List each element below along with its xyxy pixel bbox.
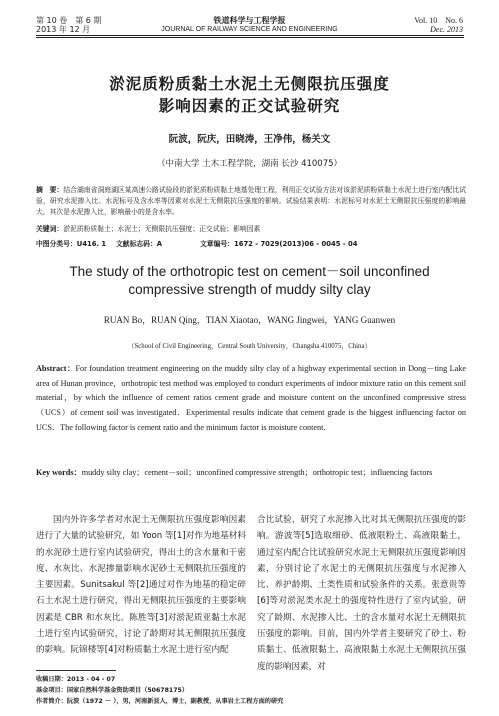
header-rule-thin [36, 37, 464, 38]
keywords-cn-label: 关键词： [36, 225, 64, 233]
affiliation-en: （School of Civil Engineering，Central South University，Changsha 410075，China） [127, 343, 372, 350]
abstract-cn-text: 结合湖南省洞庭湖区某高速公路试验段的淤泥质粉质黏土地基处理工程，利用正交试验方法对该淤泥质粉质黏土水泥土进行室内配比试验，研究水泥掺入比、水泥标号及含水率等因素对水泥土无侧限抗压强度的影响。试验结果表明：水泥标号对水泥土无侧限抗压强度的影响最大，其次是水泥掺入比，影响最小的是含水率。 [36, 186, 467, 216]
abstract-en [36, 362, 466, 436]
abstract-cn-label: 摘 要： [36, 186, 64, 194]
header-journal-en: JOURNAL OF RAILWAY SCIENCE AND ENGINEERING [161, 26, 338, 33]
header-journal-cn: 铁道科学与工程学报 [213, 16, 286, 25]
clc-number: 中图分类号：U416. 1 [36, 240, 107, 248]
title-cn-line1: 淤泥质粉质黏土水泥土无侧限抗压强度 [109, 75, 390, 93]
title-en-line2: compressive strength of muddy silty clay [128, 282, 371, 297]
body-column-left: 国内外许多学者对水泥土无侧限抗压强度影响因素进行了大量的试验研究，如 Yoon 等[1]对作为地基材料的水泥砂土进行室内试验研究，得出土的含水量和干密度、水灰比、水泥掺量影响水泥砂土无侧限抗压强度的主要因素。Sunitsakul 等[2]通过对作为地基的稳定碎石土水泥土进行研究，得出无侧限抗压强度的主要影响因素是 CBR 和水灰比。陈胜等[3]对淤泥质亚黏土水泥土进行室内试验研究，讨论了龄期对其无侧限抗压强度的影响。阮锦楼等[4]对粉质黏土水泥土进行室内配 [36, 515, 246, 656]
keywords-en-text: muddy silty clay；cement－soil；unconfined compressive strength；orthotropic test；influencing factors [81, 468, 433, 477]
keywords-cn-text: 淤泥质粉质黏土；水泥土；无侧限抗压强度；正交试验；影响因素 [63, 225, 261, 233]
authors-en: RUAN Bo，RUAN Qing，TIAN Xiaotao，WANG Jingwei，YANG Guanwen [103, 315, 396, 325]
affiliation-cn: （中南大学 土木工程学院，湖南 长沙 410075） [156, 159, 343, 169]
keywords-cn [36, 224, 466, 235]
body-column-right: 合比试验，研究了水泥掺入比对其无侧限抗压强度的影响。游波等[5]选取细砂、低液限粉土、高液限黏土，通过室内配合比试验研究水泥土无侧限抗压强度影响因素，分别讨论了水泥土的无侧限抗压强度与水泥掺入比、养护龄期、土类性质和试验条件的关系。张意贵等[6]等对淤泥类水泥土的强度特性进行了室内试验，研究了龄期、水泥掺入比、土的含水量对水泥土无侧限抗压强度的影响。目前，国内外学者主要研究了砂土、粉质黏土、低液限黏土、高液限黏土水泥土无侧限抗压强度的影响因素，对 [257, 515, 466, 672]
footnote-fund: 基金项目：国家自然科学基金资助项目（50678175） [36, 687, 189, 694]
document-code: 文献标志码：A [116, 240, 163, 248]
title-en-line1: The study of the orthotropic test on cement－soil unconfined [69, 264, 430, 279]
title-cn-line2: 影响因素的正交试验研究 [158, 97, 341, 115]
authors-cn: 阮波，阮庆，田晓涛，王净伟，杨关文 [168, 134, 331, 145]
header-volume-cn: 第 10 卷 第 6 期 [36, 16, 102, 25]
header-volume-en: Vol. 10 No. 6 [414, 16, 463, 25]
footnote-rule [36, 670, 116, 671]
footnote-received: 收稿日期：2013 - 04 - 07 [36, 676, 116, 683]
abstract-en-label: Abstract： [36, 364, 76, 373]
abstract-en-text: For foundation treatment engineering on the muddy silty clay of a highway experimental section in Dong－ting Lake area of Hunan province，orthotropic test method was employed to conduct experiments of indoor mixture ratio on this cement soil material，by which the influence of cement ratios cement grade and moisture content on the unconfined compressive stress（UCS）of cement soil was investigated．Experimental results indicate that cement grade is the biggest influencing factor on UCS．The following factor is cement ratio and the minimum factor is moisture content． [36, 364, 467, 432]
header-date-cn: 2013 年 12 月 [36, 25, 91, 34]
header-date-en: Dec. 2013 [430, 25, 463, 34]
keywords-en [36, 466, 466, 481]
footnote-author: 作者简介：阮波（1972 － ），男，河南新县人，博士，副教授，从事岩土工程方面的研究 [36, 698, 284, 705]
article-number: 文章编号：1672 - 7029(2013)06 - 0045 - 04 [200, 240, 358, 248]
abstract-cn [36, 185, 466, 218]
keywords-en-label: Key words： [36, 468, 82, 477]
header-rule [36, 35, 464, 36]
